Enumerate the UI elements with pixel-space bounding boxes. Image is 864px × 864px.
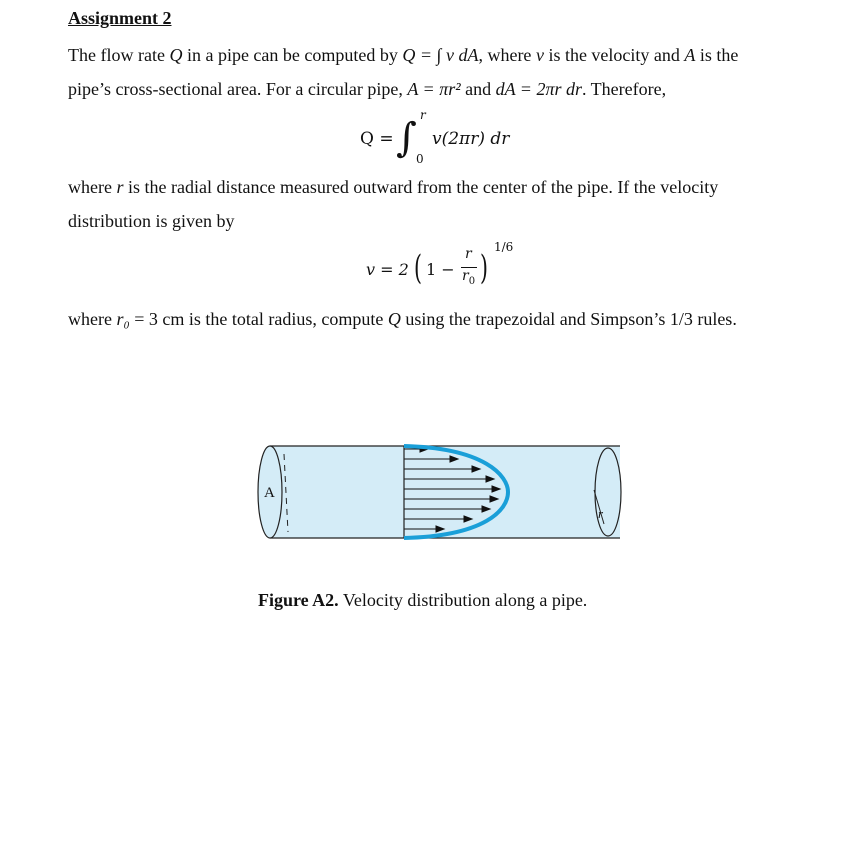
eq2-lhs: v = 2: [366, 260, 409, 279]
label-r: r: [598, 506, 604, 521]
text: where: [68, 309, 117, 329]
paragraph-flow-rate: [68, 38, 828, 106]
text: where: [68, 177, 117, 197]
text: The flow rate: [68, 45, 170, 65]
caption-label: Figure A2.: [258, 590, 339, 610]
text: in a pipe can be computed by: [182, 45, 403, 65]
text: and: [460, 79, 496, 99]
den-sub: 0: [468, 275, 476, 287]
text: , where: [478, 45, 536, 65]
assignment-heading: Assignment 2: [68, 8, 172, 28]
area-formula: A = πr²: [407, 79, 461, 99]
equation-flow-integral: [360, 108, 580, 168]
fraction-numerator: r: [465, 246, 472, 262]
den-r: r: [462, 268, 469, 284]
var-q: Q: [387, 309, 401, 329]
pipe-body: [270, 446, 620, 538]
caption-text: Velocity distribution along a pipe.: [338, 590, 588, 610]
var-a: A: [684, 45, 696, 65]
paren-open: (: [414, 248, 422, 288]
text: using the trapezoidal and Simpson’s 1/3 rules.: [400, 309, 737, 329]
paren-close: ): [480, 248, 488, 288]
var-r: r: [116, 177, 124, 197]
exponent: 1/6: [494, 240, 514, 254]
eq2-inner: 1 −: [426, 260, 455, 279]
eq1-lhs: Q =: [360, 129, 394, 149]
equation-velocity: [362, 240, 562, 300]
paragraph-velocity-distribution: [68, 170, 828, 238]
integral-lower-limit: 0: [416, 152, 424, 166]
inline-formula: Q = ∫ v dA: [402, 45, 479, 65]
var-r0: r₀: [116, 309, 130, 329]
da-formula: dA = 2πr dr: [495, 79, 582, 99]
var-q: Q: [169, 45, 183, 65]
pipe-right-end: [595, 448, 621, 536]
label-a: A: [264, 485, 275, 501]
integral-sign: ∫: [396, 115, 417, 161]
var-v: v: [535, 45, 544, 65]
text: pipe’s cross-sectional area. For a circular pipe,: [68, 79, 408, 99]
text: is the velocity and: [543, 45, 685, 65]
pipe-diagram: [250, 440, 640, 550]
text: = 3 cm is the total radius, compute: [129, 309, 388, 329]
text: . Therefore,: [581, 79, 667, 99]
integrand: v(2πr) dr: [432, 129, 510, 149]
paragraph-task: [68, 302, 828, 336]
integral-upper-limit: r: [420, 108, 426, 122]
fraction-denominator: [462, 268, 475, 287]
text: is the: [695, 45, 739, 65]
pipe-figure: [250, 440, 640, 550]
text: distribution is given by: [68, 211, 235, 231]
text: is the radial distance measured outward from the center of the pipe. If the velocity: [123, 177, 719, 197]
figure-caption: [258, 590, 587, 611]
